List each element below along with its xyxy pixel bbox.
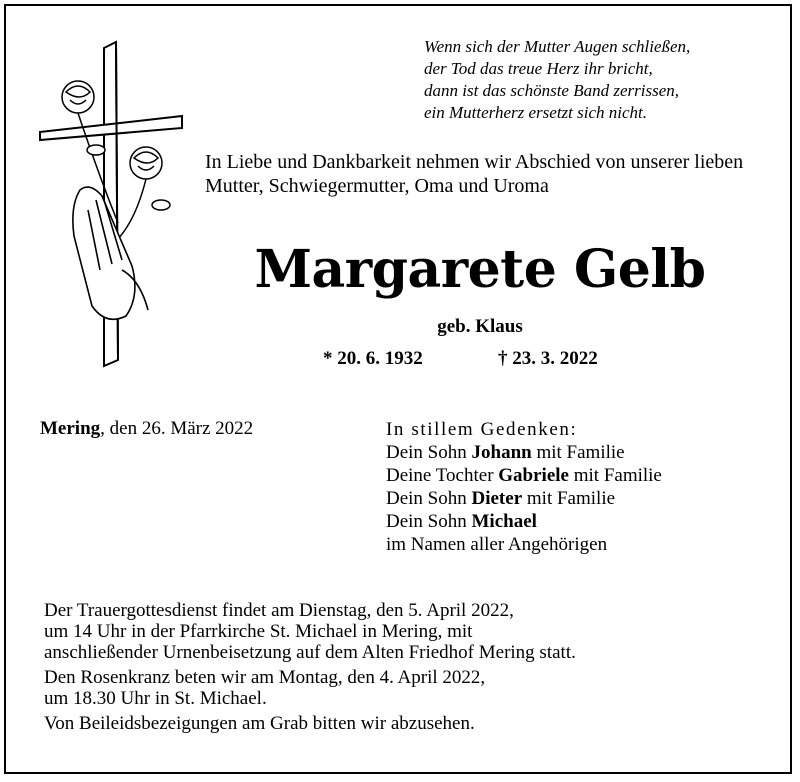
notice-line: Den Rosenkranz beten wir am Montag, den 4. April 2022, xyxy=(44,667,486,688)
mourners-list xyxy=(386,418,786,556)
mourner-line xyxy=(386,487,786,510)
mourner-name: Johann xyxy=(471,442,532,463)
rosary-paragraph xyxy=(44,667,784,709)
notice-line: anschließender Urnenbeisetzung auf dem Alten Friedhof Mering statt. xyxy=(44,642,576,663)
mourner-line xyxy=(386,510,786,533)
poem-line: dann ist das schönste Band zerrissen, xyxy=(424,81,679,100)
mourner-suffix: mit Familie xyxy=(531,442,625,463)
mourner-relation: Deine Tochter xyxy=(386,465,499,486)
mourner-line xyxy=(386,441,786,464)
mourners-heading: In stillem Gedenken: xyxy=(386,419,578,440)
memorial-poem xyxy=(424,36,774,124)
mourner-relation: Dein Sohn xyxy=(386,511,472,532)
cross-roses-hands-artwork xyxy=(36,40,186,370)
death-date: † 23. 3. 2022 xyxy=(498,348,598,369)
date-text: , den 26. März 2022 xyxy=(100,418,254,439)
deceased-name: Margarete Gelb xyxy=(254,239,706,300)
place-name: Mering xyxy=(40,418,101,439)
mourner-suffix: mit Familie xyxy=(522,488,616,509)
service-paragraph xyxy=(44,600,784,663)
birth-date: * 20. 6. 1932 xyxy=(323,348,423,369)
notice-line: Von Beileidsbezeigungen am Grab bitten wir abzusehen. xyxy=(44,713,475,734)
poem-line: ein Mutterherz ersetzt sich nicht. xyxy=(424,103,648,122)
maiden-name: geb. Klaus xyxy=(437,316,523,337)
place-date xyxy=(40,418,253,440)
mourner-name: Gabriele xyxy=(498,465,569,486)
notice-line: um 18.30 Uhr in St. Michael. xyxy=(44,688,267,709)
notice-line: Der Trauergottesdienst findet am Dienstag, den 5. April 2022, xyxy=(44,600,514,621)
mourner-relation: Dein Sohn xyxy=(386,442,472,463)
poem-line: Wenn sich der Mutter Augen schließen, xyxy=(424,37,691,56)
notice-line: um 14 Uhr in der Pfarrkirche St. Michael in Mering, mit xyxy=(44,621,473,642)
poem-line: der Tod das treue Herz ihr bricht, xyxy=(424,59,653,78)
condolence-paragraph xyxy=(44,713,784,734)
mourner-relation: Dein Sohn xyxy=(386,488,472,509)
mourner-name: Michael xyxy=(471,511,537,532)
mourner-name: Dieter xyxy=(471,488,523,509)
mourner-line xyxy=(386,464,786,487)
mourner-suffix: mit Familie xyxy=(568,465,662,486)
intro-text: In Liebe und Dankbarkeit nehmen wir Abschied von unserer lieben Mutter, Schwiegermutter, Oma und Uroma xyxy=(205,151,744,197)
service-notice xyxy=(44,600,784,738)
mourners-closing: im Namen aller Angehörigen xyxy=(386,534,608,555)
